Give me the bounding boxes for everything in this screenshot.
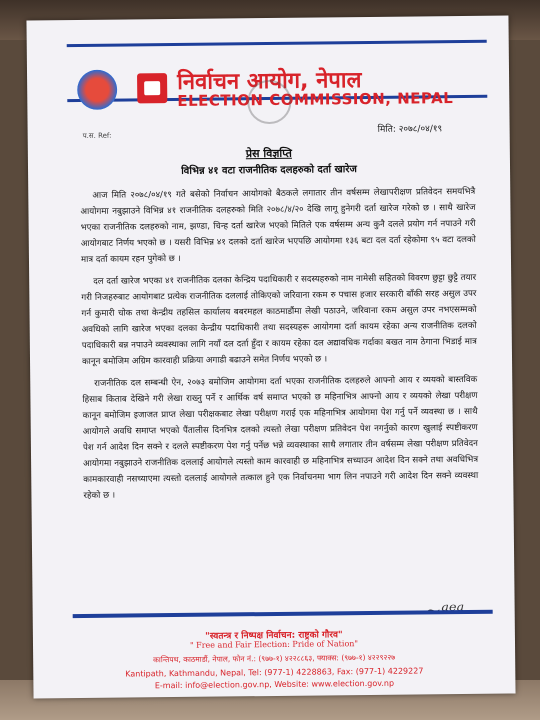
ballot-box-logo-icon xyxy=(137,73,167,103)
stamp-icon xyxy=(247,80,291,124)
document-date: मिति: २०७८/०४/१९ xyxy=(377,124,443,135)
commission-title-nepali: निर्वाचन आयोग, नेपाल xyxy=(176,68,362,95)
body-paragraph: आज मिति २०७८/०४/१९ गते बसेको निर्वाचन आयोगको बैठकले लगातार तीन वर्षसम्म लेखापरीक्षण प्रतिवेदन समयभित्रै आयोगमा नबुझाउने विभिन्न ४१ राजनीतिक दलहरुको मिति २०७८/४/२० देखि लागू हुनेगरी दर्ता खारेज गरेको छ । साथै खारेज भएका राजनीतिक दलहरुको नाम, झण्डा, चिन्ह दर्ता खारेज भएको मितिले एक वर्षसम्म अन्य कुनै दलले प्रयोग गर्न नपाउने गरी आयोगबाट निर्णय भएको छ । यसरी विभिन्न ४१ दलको दर्ता खारेज भएपछि आयोगमा १३६ बटा दल दर्ता रहेकोमा ९५ वटा दलको मात्र दर्ता कायम रहन पुगेको छ । xyxy=(80,186,476,265)
press-release-title: प्रेस विज्ञप्ति xyxy=(245,146,292,161)
motto-english: " Free and Fair Election: Pride of Nation" xyxy=(189,639,359,650)
press-release-subject: विभिन्न ४१ वटा राजनीतिक दलहरुको दर्ता खारेज xyxy=(181,164,357,177)
reference-number: प.स. Ref: xyxy=(82,131,112,140)
contact-info: E-mail: info@election.gov.np, Website: www.election.gov.np xyxy=(154,678,395,691)
body-paragraph: राजनीतिक दल सम्बन्धी ऐन, २०७३ बमोजिम आयोगमा दर्ता भएका राजनीतिक दलहरुले आफ्नो आय र व्ययको बास्तविक हिसाब किताब देखिने गरी लेखा राख्नु पर्ने र आर्थिक वर्ष समाप्त भएको छ महिनाभित्र आफ्नो आय र व्ययको लेखा परीक्षण कानून बमोजिम इजाजत प्राप्त लेखा परीक्षकबाट लेखा परीक्षण गराई एक महिनाभित्र आयोगमा पेश गर्नु पर्ने व्यवस्था छ । साथै आयोगले अवधि समाप्त भएको पैंतालीस दिनभित्र दलको त्यस्तो लेखा परीक्षण प्रतिवेदन पेश नगर्नुको कारण खुलाई स्पष्टीकरण पेश गर्न आदेश दिन सक्ने र दलले स्पष्टीकरण पेश गर्नु पर्नेछ भन्ने व्यवस्थाका साथै लगातार तीन वर्षसम्म लेखा परीक्षण प्रतिवेदन आयोगमा नबुझाउने राजनीतिक दललाई आयोगले त्यस्तो काम कारवाही छ महिनाभित्र सच्याउन आदेश दिन सक्ने तथा अवधिभित्र कामकारवाही नसच्याएमा त्यस्तो दललाई आयोगले तत्काल हुने एक निर्वाचनमा भाग लिन नपाउने गरी आदेश दिन सक्ने व्यवस्था रहेको छ । xyxy=(82,374,479,501)
press-release-document xyxy=(26,15,515,698)
address-nepali: कान्तिपथ, काठमाडौं, नेपाल, फोन नं.: (९७७-१) ४२२८८६३, फ्याक्स: (९७७-१) ४२२९२२७ xyxy=(153,652,396,665)
body-paragraph: दल दर्ता खारेज भएका ४१ राजनीतिक दलका केन्द्रिय पदाधिकारी र सदस्यहरुको नाम नामेसी सहितको विवरण छुट्टा छुट्टै तयार गरी निजहरुबाट आयोगबाट प्रत्येक राजनीतिक दललाई तोकिएको जरिवाना रकम रु पचास हजार सरकारी बाँकी सरह असुल उपर गर्न कुमारी चोक तथा केन्द्रीय तहसिल कार्यालय बबरमहल काठमाडौंमा लेखी पठाउने, जरिवाना रकम असुल उपर नभएसम्मको अवधिको लागि खारेज भएका दलका केन्द्रीय पदाधिकारी तथा सदस्यहरू आयोगमा दर्ता कायम रहेका अन्य राजनीतिक दलको पदाधिकारी बन्न नपाउने व्यवस्थाका लागि नयाँ दल दर्ता हुँदा र कायम रहेका दल अद्यावधिक गर्दाका बखत नाम ठेगाना भिडाई मात्र कानून बमोजिम अग्रिम कारवाही प्रक्रिया अगाडी बढाउने समेत निर्णय भएको छ । xyxy=(81,272,477,367)
motto-nepali: "स्वतन्त्र र निष्पक्ष निर्वाचन: राष्ट्रको गौरव" xyxy=(205,630,343,642)
commission-title-english: ELECTION COMMISSION, NEPAL xyxy=(177,89,454,110)
press-release-body xyxy=(80,184,478,510)
nepal-emblem-icon xyxy=(77,70,117,110)
address-english: Kantipath, Kathmandu, Nepal, Tel: (977-1) 4228863, Fax: (977-1) 4229227 xyxy=(125,666,424,679)
